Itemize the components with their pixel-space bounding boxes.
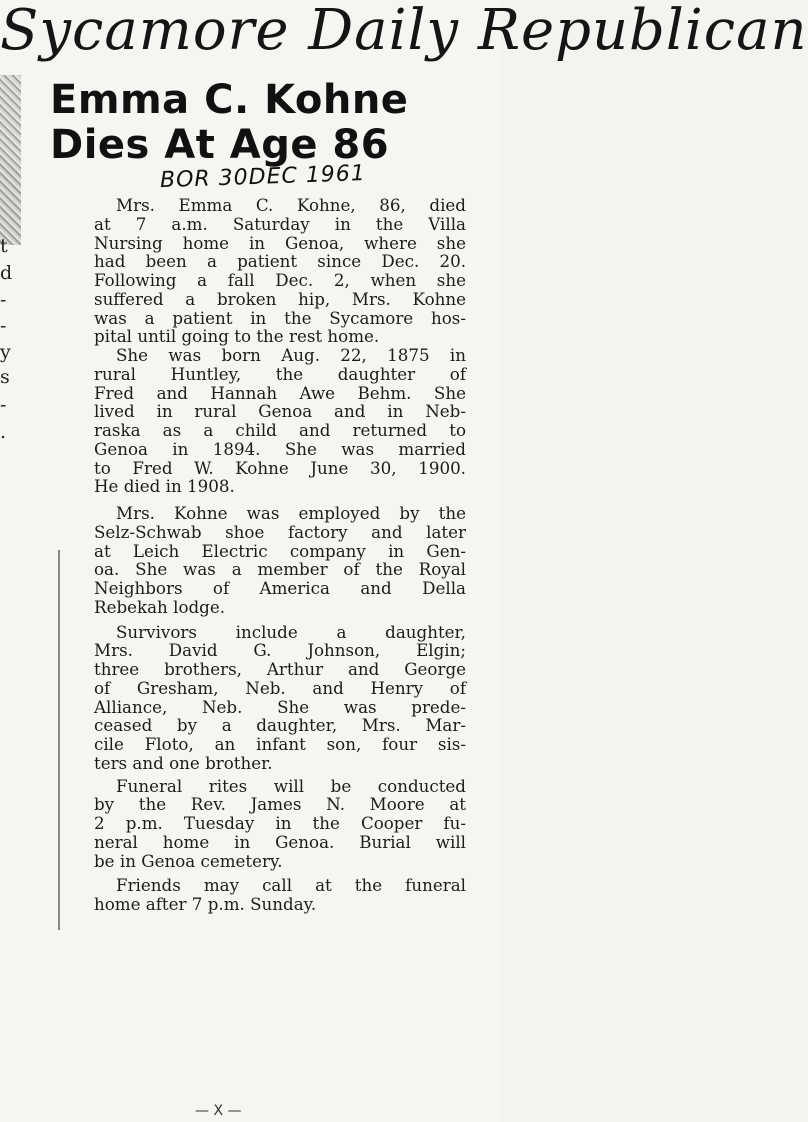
paragraph-line: had been a patient since Dec. 20. [94,251,466,272]
paragraph-line: Funeral rites will be conducted [116,775,466,796]
adjacent-text-fragment: t [0,235,8,257]
paragraph-line: home after 7 p.m. Sunday. [94,894,317,914]
article-paragraph [94,196,466,346]
article-paragraph [94,346,466,496]
adjacent-text-fragment: s [0,366,10,388]
article-paragraph [94,876,466,914]
newspaper-masthead-handwritten: Sycamore Daily Republican [0,0,808,63]
paragraph-line: Selz-Schwab shoe factory and later [94,521,466,542]
paragraph-line: He died in 1908. [94,476,235,497]
paragraph-line: Mrs. Emma C. Kohne, 86, died [116,195,466,215]
paragraph-line: 2 p.m. Tuesday in the Cooper fu- [94,813,466,833]
adjacent-text-fragment: - [0,315,7,337]
paragraph-line: Genoa in 1894. She was married [94,438,466,459]
article-headline [50,78,455,168]
adjacent-photo-fragment [0,75,21,245]
paragraph-line: at Leich Electric company in Gen- [94,540,466,561]
paragraph-line: ceased by a daughter, Mrs. Mar- [94,715,466,736]
paragraph-line: raska as a child and returned to [94,420,466,440]
paragraph-line: rural Huntley, the daughter of [94,363,466,384]
article-body [94,196,466,914]
paragraph-line: Neighbors of America and Della [94,578,466,598]
paragraph-line: be in Genoa cemetery. [94,850,283,871]
handwritten-date-stamp: BOR 30DEC 1961 [159,161,367,194]
headline-line-1: Emma C. Kohne [50,77,409,123]
paragraph-line: cile Floto, an infant son, four sis- [94,734,466,754]
paragraph-line: Rebekah lodge. [94,596,226,617]
paragraph-line: at 7 a.m. Saturday in the Villa [94,213,466,234]
adjacent-text-fragment: - [0,289,7,311]
paragraph-line: Mrs. Kohne was employed by the [116,503,466,523]
adjacent-text-fragment: . [0,421,7,443]
article-paragraph [94,504,466,617]
paragraph-line: suffered a broken hip, Mrs. Kohne [94,288,466,309]
paragraph-line: Fred and Hannah Awe Behm. She [94,382,466,403]
paragraph-line: of Gresham, Neb. and Henry of [94,677,466,698]
article-signoff: — X — [195,1103,242,1119]
clipping-edge-line [58,550,60,930]
paragraph-line: Mrs. David G. Johnson, Elgin; [94,640,466,661]
paragraph-line: She was born Aug. 22, 1875 in [116,345,466,365]
paragraph-line: oa. She was a member of the Royal [94,559,466,580]
paragraph-line: ters and one brother. [94,752,273,773]
adjacent-text-fragment: d [0,262,13,284]
paragraph-line: Friends may call at the funeral [116,875,466,896]
paragraph-line: to Fred W. Kohne June 30, 1900. [94,457,466,478]
paragraph-line: Following a fall Dec. 2, when she [94,270,466,290]
paragraph-line: Survivors include a daughter, [116,621,466,642]
paragraph-line: pital until going to the rest home. [94,326,380,347]
paragraph-line: lived in rural Genoa and in Neb- [94,401,466,422]
adjacent-text-fragment: - [0,394,7,416]
paragraph-line: Nursing home in Genoa, where she [94,232,466,253]
paragraph-line: by the Rev. James N. Moore at [94,794,466,815]
paragraph-line: neral home in Genoa. Burial will [94,831,466,852]
adjacent-text-fragment: y [0,341,11,363]
paragraph-line: Alliance, Neb. She was prede- [94,696,466,717]
headline-line-2: Dies At Age 86 [50,122,390,168]
paragraph-line: three brothers, Arthur and George [94,659,466,679]
paragraph-line: was a patient in the Sycamore hos- [94,307,466,328]
article-paragraph [94,623,466,773]
article-paragraph [94,777,466,871]
